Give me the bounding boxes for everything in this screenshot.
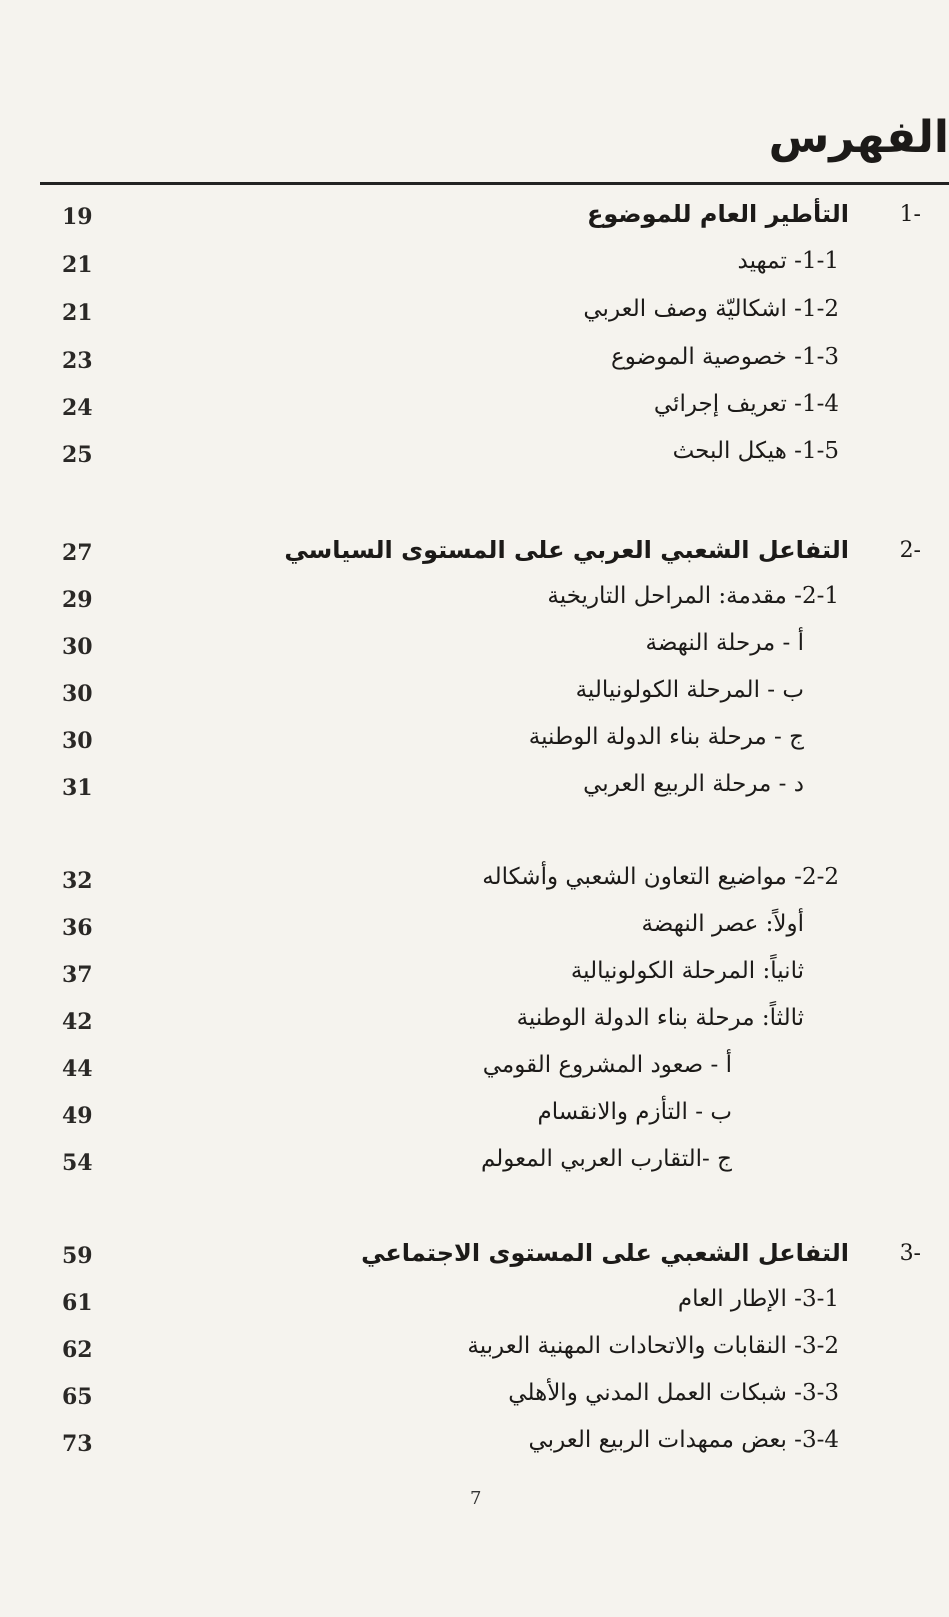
section-title: التأطير العام للموضوع (586, 200, 849, 228)
toc-entry (0, 862, 949, 908)
toc-entry (0, 1003, 949, 1049)
page-number: 62 (62, 1337, 93, 1363)
section-number: 2- (899, 538, 921, 563)
page-number: 49 (62, 1103, 93, 1129)
page-number: 23 (62, 348, 93, 374)
toc-entry (0, 1331, 949, 1377)
entry-title: 3-3- شبكات العمل المدني والأهلي (508, 1380, 839, 1406)
title-divider (40, 182, 949, 185)
toc-section-2 (0, 534, 949, 580)
entry-title: 3-1- الإطار العام (677, 1286, 839, 1312)
page-number: 30 (62, 681, 93, 707)
toc-entry (0, 1097, 949, 1143)
toc-section-3 (0, 1237, 949, 1283)
page-number: 36 (62, 915, 93, 941)
section-number: 3- (899, 1241, 921, 1266)
entry-title: 1-5- هيكل البحث (672, 438, 839, 464)
footer-page-number: 7 (470, 1488, 482, 1509)
entry-title: ج -التقارب العربي المعولم (480, 1146, 732, 1172)
entry-title: ج - مرحلة بناء الدولة الوطنية (528, 724, 804, 750)
page-number: 27 (62, 540, 93, 566)
page-number: 21 (62, 300, 93, 326)
page-number: 42 (62, 1009, 93, 1035)
section-title: التفاعل الشعبي على المستوى الاجتماعي (361, 1239, 849, 1267)
entry-title: 1-2- اشكاليّة وصف العربي (583, 296, 839, 322)
toc-entry (0, 956, 949, 1002)
page-number: 65 (62, 1384, 93, 1410)
entry-title: 3-2- النقابات والاتحادات المهنية العربية (467, 1333, 839, 1359)
section-title: التفاعل الشعبي العربي على المستوى السياسي (284, 536, 849, 564)
toc-entry (0, 246, 949, 292)
entry-title: ثانياً: المرحلة الكولونيالية (570, 958, 804, 984)
entry-title: 1-4- تعريف إجرائي (653, 391, 839, 417)
page-number: 44 (62, 1056, 93, 1082)
page-number: 21 (62, 252, 93, 278)
page-number: 54 (62, 1150, 93, 1176)
toc-entry (0, 628, 949, 674)
entry-title: ب - التأزم والانقسام (537, 1099, 732, 1125)
entry-title: 3-4- بعض ممهدات الربيع العربي (528, 1427, 839, 1453)
toc-entry (0, 1378, 949, 1424)
toc-entry (0, 909, 949, 955)
page-number: 37 (62, 962, 93, 988)
page-number: 25 (62, 442, 93, 468)
page-number: 59 (62, 1243, 93, 1269)
entry-title: ثالثاً: مرحلة بناء الدولة الوطنية (516, 1005, 804, 1031)
page-number: 32 (62, 868, 93, 894)
toc-entry (0, 1144, 949, 1190)
toc-entry (0, 1050, 949, 1096)
toc-section-1 (0, 198, 949, 244)
entry-title: 2-1- مقدمة: المراحل التاريخية (547, 583, 839, 609)
entry-title: 2-2- مواضيع التعاون الشعبي وأشكاله (482, 864, 839, 890)
entry-title: 1-3- خصوصية الموضوع (611, 344, 839, 370)
page-number: 30 (62, 634, 93, 660)
page-number: 31 (62, 775, 93, 801)
toc-entry (0, 436, 949, 482)
entry-title: د - مرحلة الربيع العربي (583, 771, 804, 797)
toc-entry (0, 389, 949, 435)
page-number: 61 (62, 1290, 93, 1316)
entry-title: أ - صعود المشروع القومي (482, 1052, 732, 1078)
toc-entry (0, 581, 949, 627)
entry-title: أولاً: عصر النهضة (641, 911, 804, 937)
toc-title: الفهرس (768, 112, 949, 163)
toc-entry (0, 1284, 949, 1330)
toc-entry (0, 722, 949, 768)
entry-title: ب - المرحلة الكولونيالية (575, 677, 804, 703)
entry-title: 1-1- تمهيد (737, 248, 839, 274)
page-number: 19 (62, 204, 93, 230)
page-number: 30 (62, 728, 93, 754)
toc-entry (0, 769, 949, 815)
page-number: 29 (62, 587, 93, 613)
section-number: 1- (899, 202, 921, 227)
toc-entry (0, 342, 949, 388)
toc-entry (0, 675, 949, 721)
toc-entry (0, 1425, 949, 1471)
toc-entry (0, 294, 949, 340)
page-number: 73 (62, 1431, 93, 1457)
page-number: 24 (62, 395, 93, 421)
entry-title: أ - مرحلة النهضة (645, 630, 804, 656)
